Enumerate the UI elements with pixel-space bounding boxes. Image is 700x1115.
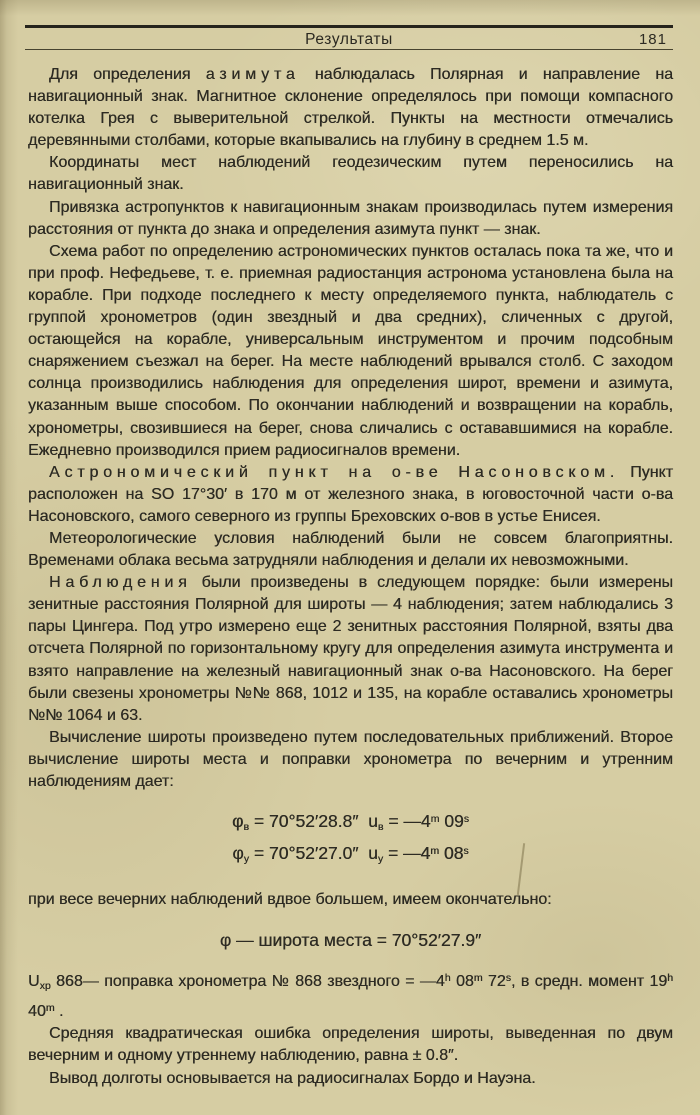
text-run: у [377,853,384,866]
paragraph-observation-order [28,572,673,727]
text-run: s [463,813,469,826]
text-run: 08 [450,973,474,991]
text-run: Пункт расположен на SO 17°30′ в 170 м от железного знака, в юговосточной части о-ва Насоновского, самого северного из группы Бреховских о-вов в устье Енисея. [28,463,673,525]
text-run: 08 [439,843,464,864]
header-rule-top [25,25,673,28]
paragraph-mean-square-error [28,1023,673,1067]
text-run: = —4 [383,811,431,832]
text-run: = —4 [383,843,431,864]
page-number: 181 [638,31,667,48]
text-run: у [243,853,249,866]
text-run: U [28,973,40,991]
paragraph-chronometer-correction [28,967,673,1023]
text-run: m [45,1002,55,1015]
formula-latitude-and-corrections [28,807,673,871]
text-run: Вычисление широты произведено путем последовательных приближений. Второе вычисление широты места и поправки хронометра по вечерним и утренним наблюдениям дает: [28,728,673,790]
page-header [25,25,673,50]
text-run: s [463,845,469,858]
text-run: при весе вечерних наблюдений вдвое большем, имеем окончательно: [28,891,552,909]
running-head [25,29,673,49]
page-body [28,64,673,1090]
text-run: наблюдалась Полярная и направление на навигационный знак. Магнитное склонение определялось при помощи компасного котелка Грея с выверительной стрелкой. Пункты на местности отмечались деревянными столбами, которые вкапывались на глубину в среднем 1.5 м. [28,66,673,150]
text-run: φ [232,811,244,832]
text-run: h [444,972,451,985]
text-run: , в средн. момент 19 [510,973,668,991]
text-run: были произведены в следующем порядке: были измерены зенитные расстояния Полярной для широты — 4 наблюдения; затем наблюдались 3 пары Цингера. Под утро измерено еще 2 зенитных расстояния Полярной, взяты два отсчета Полярной по горизонтальному кругу для определения азимута инструмента и взято направление на железный навигационный знак о-ва Насоновского. На берег были свезены хронометры №№ 868, 1012 и 135, на корабле оставались хронометры №№ 1064 и 63. [28,574,673,724]
text-run: 40 [28,1003,46,1021]
text-run: u [368,843,378,864]
text-run: . [54,1003,64,1021]
text-run: h [667,972,674,985]
paragraph-work-scheme [28,241,673,462]
paragraph-azimuth-determination [28,64,673,152]
text-run: s [505,972,511,985]
text-run: 72 [482,973,506,991]
text-run: в [377,821,384,834]
header-rule-bottom [25,49,673,50]
text-run: Астрономический пункт на о-ве Насоновском. [49,463,620,481]
paragraph-longitude-radiosignals [28,1068,673,1090]
text-run: φ [232,843,244,864]
text-run: Средняя квадратическая ошибка определения широты, выведенная по двум вечерним и одному утреннему наблюдению, равна ± 0.8″. [28,1025,673,1065]
paragraph-astropoint-binding [28,197,673,241]
paragraph-coordinates-transfer [28,152,673,196]
text-run: Схема работ по определению астрономических пунктов осталась пока та же, что и при проф. Нефедьеве, т. е. приемная радиостанция астронома установлена была на корабле. При подходе последнего к месту определяемого пункта, наблюдатель с группой хронометров (один звездный и два средних), сличенных с другой, остающейся на корабле, универсальным инструментом и прочим подсобным снаряжением съезжал на берег. На месте наблюдений врывался столб. С заходом солнца производились наблюдения для определения широт, времени и азимута, указанным выше способом. По окончании наблюдений и возвращении на корабль, хронометры, свозившиеся на берег, снова сличались с остававшимися на корабле. Ежедневно производился прием радиосигналов времени. [28,242,673,459]
text-run: Метеорологические условия наблюдений были не совсем благоприятны. Временами облака весьма затрудняли наблюдения и делали их невозможными. [28,529,673,570]
text-run: m [473,972,483,985]
paragraph-meteorological-conditions [28,528,673,572]
text-run: Для определения [49,66,206,83]
formula-evening-line [28,807,673,839]
text-run: = 70°52′28.8″ [248,811,369,832]
text-run: хр [39,980,51,993]
text-run: φ — широта места = 70°52′27.9″ [219,930,482,951]
paragraph-weighting-note [28,889,673,911]
text-run: Координаты мест наблюдений геодезическим путем переносились на навигационный знак. [28,154,673,194]
text-run: u [368,811,378,832]
text-run: азимута [205,66,300,83]
text-run: 09 [439,811,464,832]
running-head-title: Результаты [305,31,393,48]
formula-final-latitude [28,928,673,952]
formula-morning-line [28,839,673,871]
text-run: m [430,813,440,826]
text-run: 868— поправка хронометра № 868 звездного = —4 [50,973,445,991]
text-run: в [243,821,249,834]
text-run: Наблюдения [49,574,192,592]
text-run: Вывод долготы основывается на радиосигналах Бордо и Науэна. [49,1069,536,1087]
paragraph-astronomical-point-nasonovsky [28,462,673,528]
text-run: = 70°52′27.0″ [248,843,369,864]
text-run: Привязка астропунктов к навигационным знакам производилась путем измерения расстояния от пункта до знака и определения азимута пункт — знак. [28,198,673,238]
paragraph-latitude-computation [28,727,673,793]
text-run: m [430,845,440,858]
